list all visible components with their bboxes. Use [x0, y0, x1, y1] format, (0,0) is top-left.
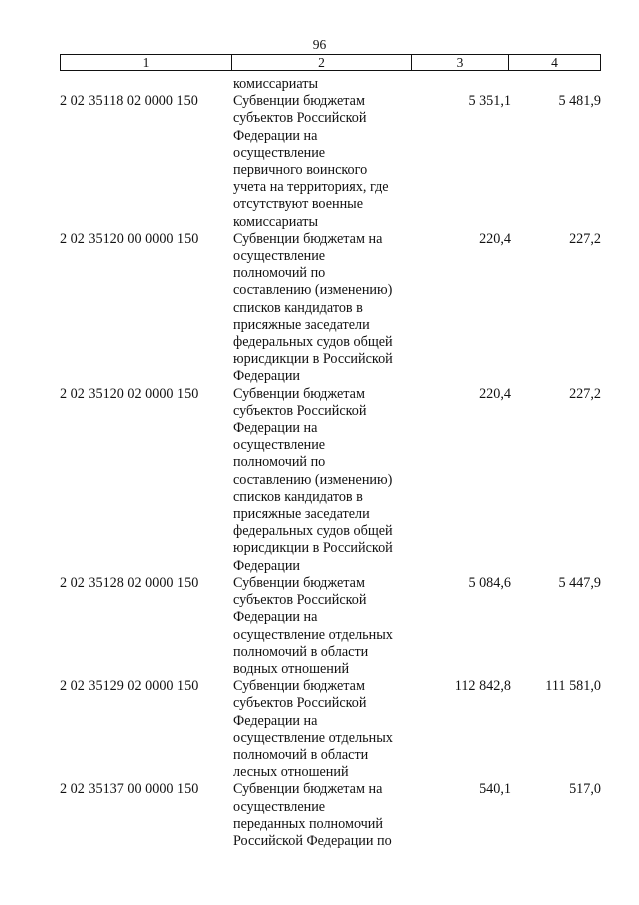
table-row: [60, 678, 601, 781]
row-code: 2 02 35129 02 0000 150: [60, 678, 199, 695]
row-value-col3: [414, 76, 511, 93]
name-line: Федерации на: [233, 420, 318, 437]
table-body: [60, 76, 601, 850]
row-value-col4: 5 481,9: [558, 93, 601, 110]
row-code: 2 02 35120 00 0000 150: [60, 230, 199, 247]
row-name: [232, 231, 414, 386]
row-value-col3: 220,4: [479, 385, 511, 402]
row-value-col3: 5 084,6: [468, 574, 511, 591]
row-value-col4: 5 447,9: [558, 574, 601, 591]
row-code: 2 02 35137 00 0000 150: [60, 781, 199, 798]
name-line: учета на территориях, где: [233, 179, 389, 196]
name-line: осуществление: [233, 144, 326, 161]
name-line: Федерации: [233, 557, 301, 574]
name-line: первичного воинского: [233, 162, 368, 179]
name-line: списков кандидатов в: [233, 299, 363, 316]
name-line: субъектов Российской: [233, 110, 367, 127]
name-line: осуществление: [233, 437, 326, 454]
name-line: комиссариаты: [233, 213, 318, 230]
row-value-col4: 111 581,0: [545, 678, 601, 695]
name-line: Федерации: [233, 368, 301, 385]
name-line: Федерации на: [233, 609, 318, 626]
name-line: присяжные заседатели: [233, 316, 370, 333]
name-line: составлению (изменению): [233, 282, 393, 299]
column-header-row: [60, 54, 601, 71]
name-line: осуществление: [233, 248, 326, 265]
row-value-col4: 227,2: [569, 230, 601, 247]
row-value-col3: 540,1: [479, 781, 511, 798]
name-line: Субвенции бюджетам: [233, 574, 365, 591]
page-number: 96: [312, 37, 327, 52]
row-value-col4: [511, 76, 601, 93]
name-line: Субвенции бюджетам на: [233, 230, 383, 247]
name-line: юрисдикции в Российской: [233, 351, 393, 368]
name-line: осуществление отдельных: [233, 626, 393, 643]
name-line: присяжные заседатели: [233, 506, 370, 523]
name-line: Субвенции бюджетам на: [233, 781, 383, 798]
name-line: Субвенции бюджетам: [233, 93, 365, 110]
name-line: комиссариаты: [233, 76, 318, 92]
row-name: [232, 781, 414, 850]
row-code: 2 02 35128 02 0000 150: [60, 574, 199, 591]
name-line: составлению (изменению): [233, 471, 393, 488]
name-line: отсутствуют военные: [233, 196, 364, 213]
name-line: субъектов Российской: [233, 402, 367, 419]
name-line: полномочий в области: [233, 746, 369, 763]
row-name: [232, 76, 414, 93]
name-line: субъектов Российской: [233, 592, 367, 609]
column-header-2: 2: [232, 55, 412, 70]
name-line: лесных отношений: [233, 764, 349, 781]
name-line: Федерации на: [233, 712, 318, 729]
row-name: [232, 386, 414, 575]
row-value-col3: 112 842,8: [454, 678, 511, 695]
continuation-row: [60, 76, 601, 93]
name-line: Федерации на: [233, 127, 318, 144]
column-header-1: 1: [61, 55, 232, 70]
name-line: полномочий по: [233, 454, 326, 471]
table-row: [60, 575, 601, 678]
name-line: полномочий по: [233, 265, 326, 282]
name-line: юрисдикции в Российской: [233, 540, 393, 557]
name-line: водных отношений: [233, 660, 350, 677]
name-line: осуществление отдельных: [233, 729, 393, 746]
name-line: осуществление: [233, 798, 326, 815]
name-line: переданных полномочий: [233, 815, 383, 832]
table-row: [60, 93, 601, 231]
row-code: 2 02 35120 02 0000 150: [60, 385, 199, 402]
column-header-4: 4: [551, 55, 558, 70]
name-line: федеральных судов общей: [233, 334, 393, 351]
row-name: [232, 678, 414, 781]
row-name: [232, 575, 414, 678]
column-header-3: 3: [412, 55, 509, 70]
table-row: [60, 386, 601, 575]
name-line: Субвенции бюджетам: [233, 385, 365, 402]
row-value-col4: 517,0: [569, 781, 601, 798]
row-code: [60, 76, 232, 93]
row-value-col3: 220,4: [479, 230, 511, 247]
name-line: субъектов Российской: [233, 695, 367, 712]
name-line: Субвенции бюджетам: [233, 678, 365, 695]
name-line: Российской Федерации по: [233, 832, 392, 849]
row-name: [232, 93, 414, 231]
table-row: [60, 781, 601, 850]
row-value-col4: 227,2: [569, 385, 601, 402]
name-line: списков кандидатов в: [233, 488, 363, 505]
table-row: [60, 231, 601, 386]
name-line: федеральных судов общей: [233, 523, 393, 540]
row-value-col3: 5 351,1: [468, 93, 511, 110]
row-code: 2 02 35118 02 0000 150: [60, 93, 198, 110]
name-line: полномочий в области: [233, 643, 369, 660]
